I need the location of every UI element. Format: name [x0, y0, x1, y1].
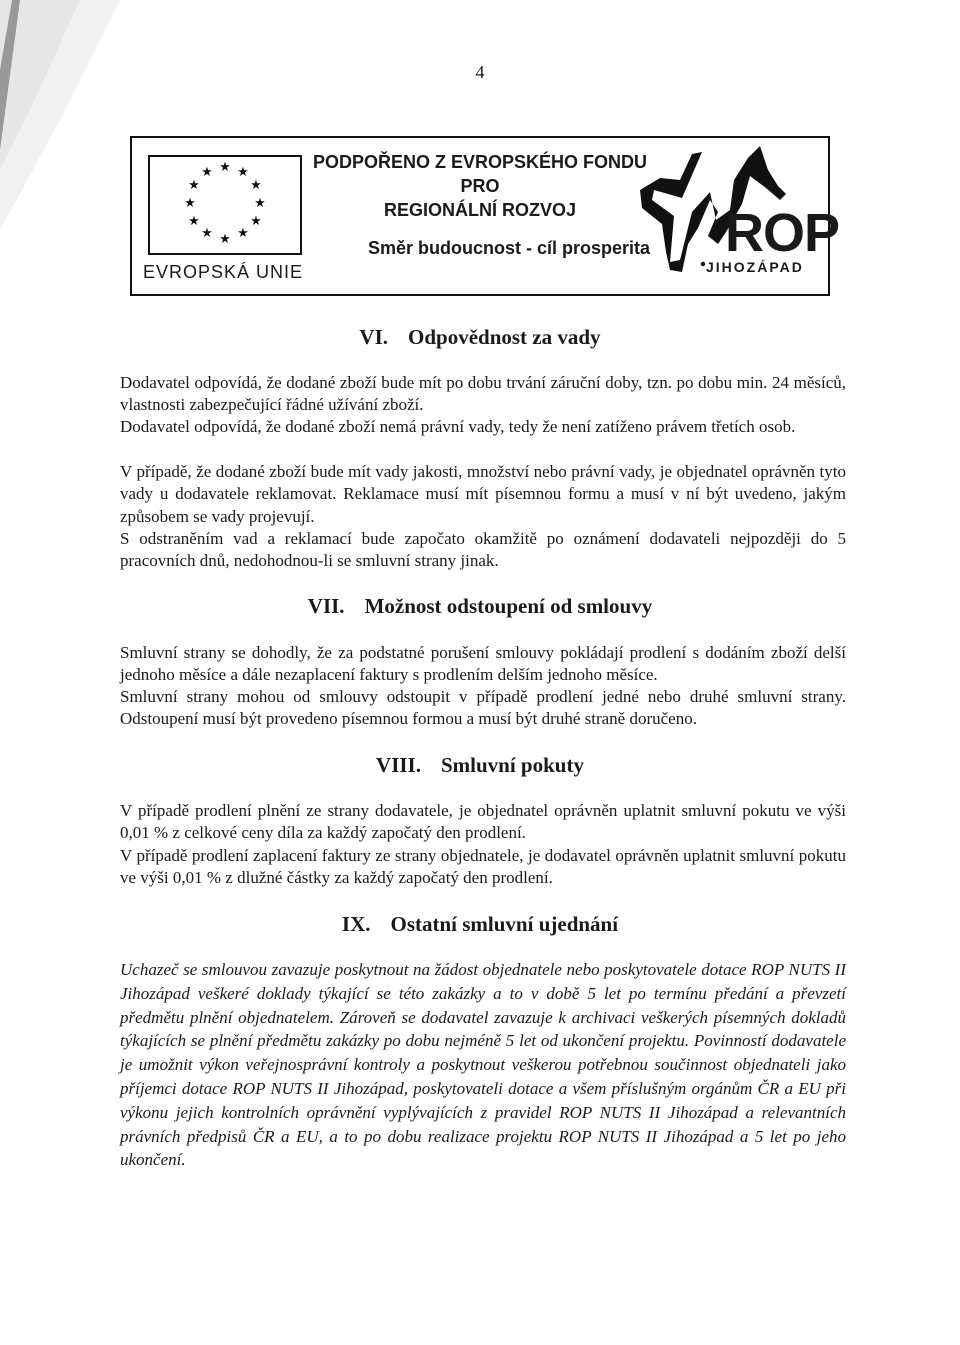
eu-label: EVROPSKÁ UNIE [143, 262, 304, 282]
section-number: VII. [307, 594, 345, 618]
section-number: VIII. [376, 753, 421, 777]
paragraph: S odstraněním vad a reklamací bude započato okamžitě po oznámení dodavateli nejpozději do 5 pracovních dnů, nedohodnou-li se smluvní strany jinak. [120, 529, 846, 571]
rop-logo-subtitle: JIHOZÁPAD [706, 259, 804, 275]
paragraph: Dodavatel odpovídá, že dodané zboží nemá právní vady, tedy že není zatíženo právem třetích osob. [120, 417, 796, 436]
fund-title-line3: REGIONÁLNÍ ROZVOJ [383, 200, 576, 220]
section-title: Možnost odstoupení od smlouvy [364, 594, 653, 618]
page-number: 4 [475, 62, 485, 82]
scan-edge-shadow [0, 0, 120, 260]
section-number: IX. [341, 912, 371, 936]
svg-text:★: ★ [201, 165, 213, 180]
section-number: VI. [359, 325, 389, 349]
svg-text:★: ★ [219, 232, 231, 247]
paragraph: Dodavatel odpovídá, že dodané zboží bude mít po dobu trvání záruční doby, tzn. po dobu min. 24 měsíců, vlastnosti zabezpečující řádné užívání zboží. [120, 373, 846, 415]
eu-flag [148, 155, 302, 255]
section-title: Ostatní smluvní ujednání [390, 912, 619, 936]
svg-text:★: ★ [237, 165, 249, 180]
svg-text:★: ★ [201, 226, 213, 241]
fund-title-line2: PRO [460, 176, 500, 196]
section-title: Smluvní pokuty [440, 753, 584, 777]
paragraph: V případě prodlení plnění ze strany dodavatele, je objednatel oprávněn uplatnit smluvní pokutu ve výši 0,01 % z celkové ceny díla za každý započatý den prodlení. [120, 801, 846, 843]
svg-text:★: ★ [250, 178, 262, 193]
svg-text:★: ★ [184, 196, 196, 211]
section-heading [0, 325, 960, 350]
rop-logo-text: ROP [725, 203, 840, 263]
paragraph: Uchazeč se smlouvou zavazuje poskytnout na žádost objednatele nebo poskytovatele dotace ROP NUTS II Jihozápad veškeré doklady týkající se této zakázky a to v době 5 let po termínu předání a převzetí předmětu plnění objednatelem. Zároveň se dodavatel zavazuje k archivaci veškerých písemných dokladů týkajících se plnění předmětu zakázky po dobu nejméně 5 let od ukončení projektu. Povinností dodavatele je umožnit výkon veřejnosprávní kontroly a poskytnout veškerou potřebnou součinnost objednateli jako příjemci dotace ROP NUTS II Jihozápad, poskytovateli dotace a všem příslušným orgánům ČR a EU při výkonu jejich kontrolních oprávnění vyplývajících z pravidel ROP NUTS II Jihozápad a relevantních právních předpisů ČR a EU, a to po dobu realizace projektu ROP NUTS II Jihozápad a 5 let po jeho ukončení. [120, 960, 846, 1170]
paragraph: V případě prodlení zaplacení faktury ze strany objednatele, je dodavatel oprávněn uplatnit smluvní pokutu ve výši 0,01 % z dlužné částky za každý započatý den prodlení. [120, 846, 846, 888]
banner-slogan: Směr budoucnost - cíl prosperita [368, 238, 651, 258]
paragraph: V případě, že dodané zboží bude mít vady jakosti, množství nebo právní vady, je objednatel oprávněn tyto vady u dodavatele reklamovat. Reklamace musí mít písemnou formu a musí v ní být uvedeno, jakým způsobem se vady projevují. [120, 462, 846, 526]
svg-text:★: ★ [219, 160, 231, 175]
section-title: Odpovědnost za vady [408, 325, 601, 349]
svg-text:★: ★ [250, 214, 262, 229]
section-heading [0, 753, 960, 778]
paragraph: Smluvní strany se dohodly, že za podstatné porušení smlouvy pokládají prodlení s dodáním zboží delší jednoho měsíce a dále nezaplacení faktury s prodlením delším jednoho měsíce. [120, 643, 846, 685]
fund-title-line1: PODPOŘENO Z EVROPSKÉHO FONDU [312, 152, 648, 172]
section-heading [0, 912, 960, 937]
svg-text:★: ★ [237, 226, 249, 241]
eu-stars-icon [150, 157, 300, 253]
svg-text:★: ★ [254, 196, 266, 211]
section-heading [0, 594, 960, 619]
svg-text:★: ★ [188, 214, 200, 229]
svg-text:★: ★ [188, 178, 200, 193]
paragraph: Smluvní strany mohou od smlouvy odstoupit v případě prodlení jedné nebo druhé smluvní strany. Odstoupení musí být provedeno písemnou formou a musí být druhé straně doručeno. [120, 687, 846, 729]
